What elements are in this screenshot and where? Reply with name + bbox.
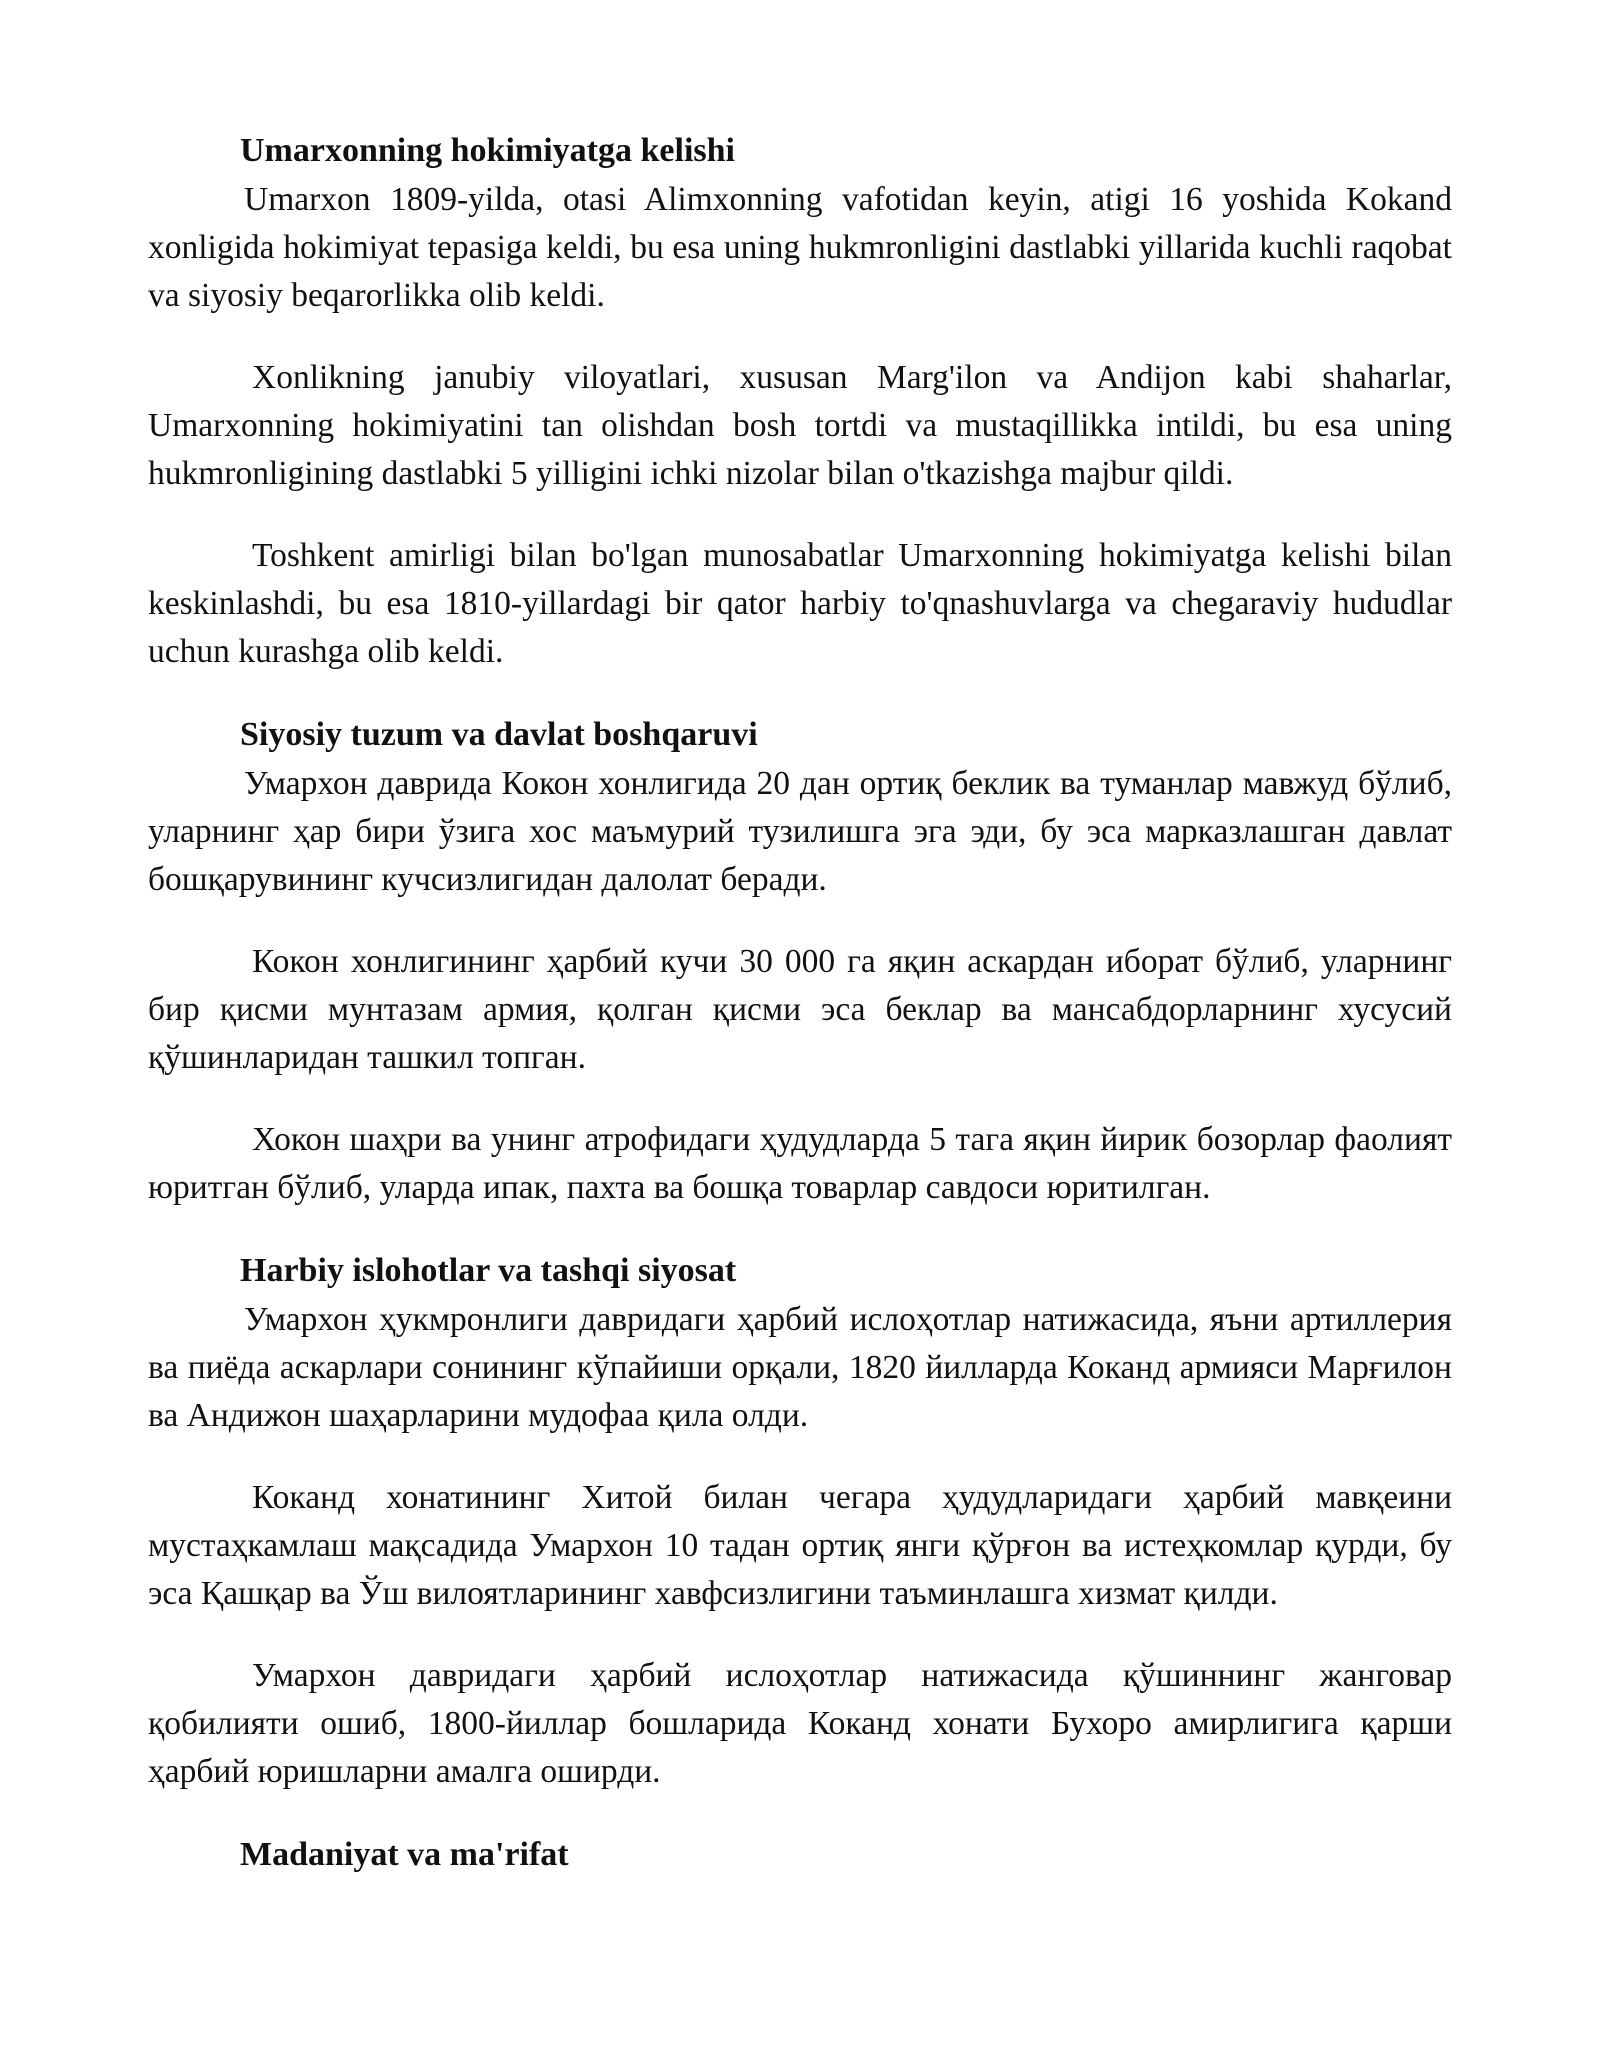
section-military-reforms bbox=[148, 1248, 1452, 1796]
paragraph: Умархон ҳукмронлиги давридаги ҳарбий ислоҳотлар натижасида, яъни артиллерия ва пиёда аскарлари сонининг кўпайиши орқали, 1820 йилларда Коканд армияси Марғилон ва Андижон шаҳарларини мудофаа қила олди. bbox=[148, 1301, 1452, 1434]
paragraph: Умархон даврида Кокон хонлигида 20 дан ортиқ беклик ва туманлар мавжуд бўлиб, уларнинг ҳар бири ўзига хос маъмурий тузилишга эга эди, бу эса марказлашган давлат бошқарувининг кучсизлигидан далолат беради. bbox=[148, 765, 1452, 898]
section-heading: Umarxonning hokimiyatga kelishi bbox=[240, 132, 735, 169]
section-heading: Harbiy islohotlar va tashqi siyosat bbox=[240, 1252, 737, 1289]
section-culture bbox=[148, 1832, 1452, 1878]
section-heading: Madaniyat va ma'rifat bbox=[240, 1836, 569, 1873]
section-political-system bbox=[148, 712, 1452, 1212]
paragraph: Toshkent amirligi bilan bo'lgan munosabatlar Umarxonning hokimiyatga kelishi bilan keskinlashdi, bu esa 1810-yillardagi bir qator harbiy to'qnashuvlarga va chegaraviy hududlar uchun kurashga olib keldi. bbox=[148, 537, 1452, 670]
paragraph: Xonlikning janubiy viloyatlari, xususan Marg'ilon va Andijon kabi shaharlar, Umarxonning hokimiyatini tan olishdan bosh tortdi va mustaqillikka intildi, bu esa uning hukmronligining dastlabki 5 yilligini ichki nizolar bilan o'tkazishga majbur qildi. bbox=[148, 359, 1452, 492]
section-heading: Siyosiy tuzum va davlat boshqaruvi bbox=[240, 716, 758, 753]
paragraph: Коканд хонатининг Хитой билан чегара ҳудудларидаги ҳарбий мавқеини мустаҳкамлаш мақсадида Умархон 10 тадан ортиқ янги қўрғон ва истеҳкомлар қурди, бу эса Қашқар ва Ўш вилоятларининг хавфсизлигини таъминлашга хизмат қилди. bbox=[148, 1479, 1452, 1612]
paragraph: Кокон хонлигининг ҳарбий кучи 30 000 га яқин аскардан иборат бўлиб, уларнинг бир қисми мунтазам армия, қолган қисми эса беклар ва мансабдорларнинг хусусий қўшинларидан ташкил топган. bbox=[148, 943, 1452, 1076]
paragraph: Хокон шаҳри ва унинг атрофидаги ҳудудларда 5 тага яқин йирик бозорлар фаолият юритган бўлиб, уларда ипак, пахта ва бошқа товарлар савдоси юритилган. bbox=[148, 1121, 1452, 1206]
section-umarxon-rise bbox=[148, 128, 1452, 676]
paragraph: Umarxon 1809-yilda, otasi Alimxonning vafotidan keyin, atigi 16 yoshida Kokand xonligida hokimiyat tepasiga keldi, bu esa uning hukmronligini dastlabki yillarida kuchli raqobat va siyosiy beqarorlikka olib keldi. bbox=[148, 181, 1452, 314]
paragraph: Умархон давридаги ҳарбий ислоҳотлар натижасида қўшиннинг жанговар қобилияти ошиб, 1800-йиллар бошларида Коканд хонати Бухоро амирлигига қарши ҳарбий юришларни амалга оширди. bbox=[148, 1657, 1452, 1790]
document-body bbox=[148, 128, 1452, 1880]
